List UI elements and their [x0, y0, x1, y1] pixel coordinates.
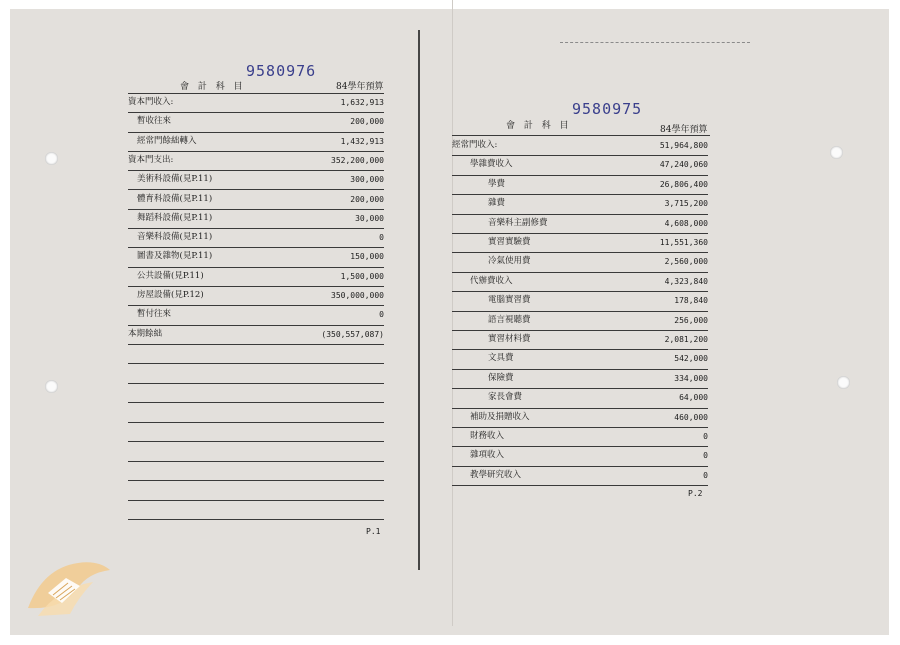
account-name: 經常門收入: — [452, 140, 498, 150]
budget-value: 200,000 — [350, 117, 384, 127]
budget-value: 4,323,840 — [664, 276, 708, 286]
table-row — [452, 292, 708, 311]
table-row — [128, 152, 384, 171]
account-name: 房屋設備(見P.12) — [137, 290, 204, 300]
account-name: 財務收入 — [470, 431, 505, 441]
account-name: 本期餘絀 — [128, 328, 163, 339]
account-name: 舞蹈科設備(見P.11) — [137, 212, 213, 223]
account-name: 圖書及雜物(見P.11) — [137, 251, 213, 262]
blank-ruled-line — [128, 519, 384, 520]
blank-ruled-line — [128, 500, 384, 501]
account-name: 補助及捐贈收入 — [470, 411, 530, 422]
table-row — [128, 94, 384, 113]
account-name: 音樂科設備(見P.11) — [137, 232, 213, 243]
account-name: 資本門支出: — [128, 154, 174, 165]
document-number-stamp: 9580976 — [246, 62, 317, 80]
table-row — [128, 191, 384, 210]
budget-value: 30,000 — [355, 213, 384, 223]
table-row — [128, 268, 384, 287]
budget-value: 1,432,913 — [340, 136, 384, 146]
account-name: 實習實驗費 — [488, 237, 531, 247]
account-name: 教學研究收入 — [470, 469, 522, 480]
budget-value: 200,000 — [350, 194, 384, 204]
punch-hole — [45, 152, 58, 165]
account-name: 代辦費收入 — [470, 275, 513, 286]
column-header-budget: 84學年預算 — [336, 82, 384, 92]
table-row — [452, 350, 708, 369]
budget-value: 11,551,360 — [659, 238, 708, 247]
library-logo-icon — [18, 548, 118, 626]
table-row — [452, 234, 708, 253]
table-row — [128, 113, 384, 132]
budget-value: 2,081,200 — [664, 335, 708, 344]
account-name: 音樂科主副修費 — [488, 217, 548, 228]
budget-value: 352,200,000 — [331, 155, 384, 165]
table-row — [128, 229, 384, 248]
account-name: 體育科設備(見P.11) — [137, 193, 213, 204]
header-rule — [452, 135, 710, 136]
table-row — [128, 287, 384, 306]
account-name: 公共設備(見P.11) — [137, 270, 204, 281]
budget-value: 178,840 — [674, 296, 708, 306]
table-row — [128, 306, 384, 325]
table-row — [452, 176, 708, 195]
blank-ruled-line — [128, 363, 384, 364]
table-row — [128, 210, 384, 229]
page-number: P.1 — [366, 527, 381, 536]
budget-value: 460,000 — [674, 412, 708, 422]
blank-ruled-line — [128, 402, 384, 403]
account-name: 暫收往來 — [137, 116, 172, 127]
top-edge-mark — [560, 42, 750, 44]
table-row — [452, 312, 708, 331]
table-row — [452, 156, 708, 175]
budget-value: 51,964,800 — [659, 141, 708, 150]
table-row — [452, 447, 708, 466]
budget-value: 334,000 — [674, 373, 708, 383]
budget-value: 0 — [703, 470, 708, 480]
budget-value: 4,608,000 — [664, 218, 708, 228]
punch-hole — [837, 376, 850, 389]
column-header-account: 會 計 科 目 — [180, 82, 246, 92]
budget-value: 0 — [379, 310, 384, 320]
budget-value: 47,240,060 — [659, 160, 708, 170]
account-name: 文具費 — [488, 353, 514, 364]
table-row — [452, 215, 708, 234]
account-name: 保險費 — [488, 372, 514, 383]
account-name: 暫付往來 — [137, 309, 172, 320]
blank-ruled-line — [128, 422, 384, 423]
table-row — [452, 331, 708, 350]
table-row — [128, 248, 384, 267]
budget-value: 350,000,000 — [331, 291, 384, 300]
table-row — [452, 409, 708, 428]
account-name: 電腦實習費 — [488, 295, 531, 306]
table-row — [452, 467, 708, 486]
budget-value: (350,557,087) — [321, 329, 384, 339]
budget-value: 256,000 — [674, 315, 708, 325]
blank-ruled-line — [128, 461, 384, 462]
blank-ruled-line — [128, 441, 384, 442]
account-name: 經常門餘絀轉入 — [137, 135, 197, 146]
table-row — [452, 137, 708, 156]
table-row — [452, 428, 708, 447]
column-header-budget: 84學年預算 — [660, 125, 708, 135]
budget-value: 300,000 — [350, 175, 384, 185]
budget-value: 0 — [379, 233, 384, 243]
budget-value: 150,000 — [350, 252, 384, 262]
budget-value: 1,632,913 — [340, 98, 384, 107]
budget-value: 1,500,000 — [340, 271, 384, 281]
table-row — [452, 370, 708, 389]
punch-hole — [830, 146, 843, 159]
budget-value: 26,806,400 — [659, 179, 708, 189]
account-name: 美術科設備(見P.11) — [137, 174, 213, 185]
table-row — [452, 273, 708, 292]
account-name: 學雜費收入 — [470, 159, 513, 170]
table-row — [128, 133, 384, 152]
table-row — [452, 389, 708, 408]
punch-hole — [45, 380, 58, 393]
budget-value: 64,000 — [679, 393, 708, 403]
account-name: 學費 — [488, 178, 506, 189]
table-row — [452, 195, 708, 214]
account-name: 家長會費 — [488, 392, 523, 403]
budget-value: 0 — [703, 432, 708, 441]
budget-value: 2,560,000 — [664, 257, 708, 267]
column-header-account: 會 計 科 目 — [506, 121, 572, 131]
blank-ruled-line — [128, 383, 384, 384]
table-row — [128, 326, 384, 345]
budget-value: 3,715,200 — [664, 199, 708, 209]
document-number-stamp: 9580975 — [572, 100, 643, 118]
table-row — [452, 253, 708, 272]
account-name: 語言視聽費 — [488, 314, 531, 325]
table-row — [128, 171, 384, 190]
budget-value: 542,000 — [674, 354, 708, 364]
budget-value: 0 — [703, 451, 708, 461]
account-name: 雜項收入 — [470, 450, 505, 461]
binding-line — [418, 30, 420, 570]
page-number: P.2 — [688, 489, 703, 498]
account-name: 實習材料費 — [488, 334, 531, 344]
account-name: 雜費 — [488, 198, 506, 209]
account-name: 冷氣使用費 — [488, 256, 531, 267]
account-name: 資本門收入: — [128, 97, 174, 107]
blank-ruled-line — [128, 480, 384, 481]
